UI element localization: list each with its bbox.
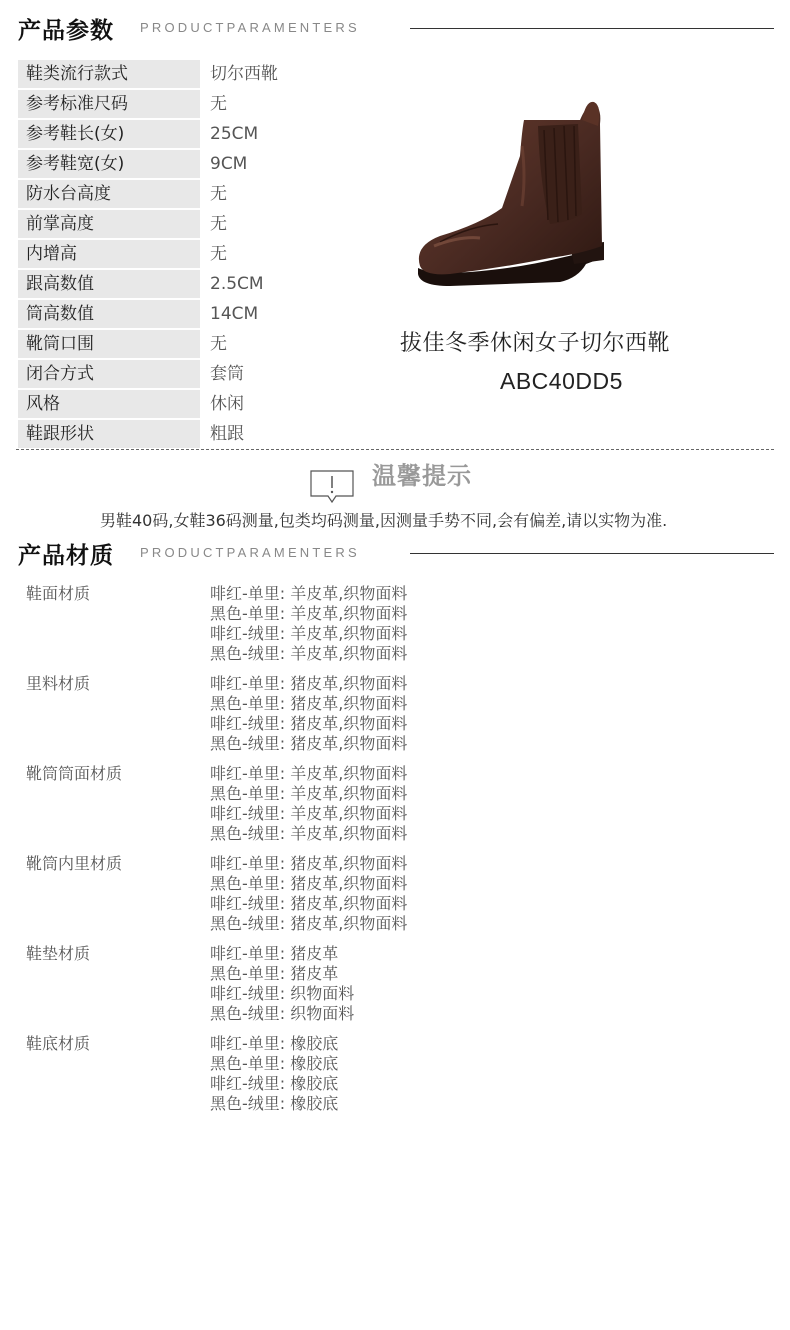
param-value: 9CM [210,154,248,174]
param-row [18,150,418,178]
material-line: 啡红-绒里: 猪皮革,织物面料 [210,894,408,913]
param-value: 无 [210,94,227,114]
material-line: 黑色-绒里: 猪皮革,织物面料 [210,914,408,933]
param-row [18,270,418,298]
param-label: 风格 [18,390,200,418]
material-line: 啡红-单里: 猪皮革,织物面料 [210,854,408,873]
material-line: 啡红-单里: 羊皮革,织物面料 [210,584,408,603]
dashed-divider [16,449,774,450]
material-label: 鞋垫材质 [26,944,91,963]
param-value: 无 [210,244,227,264]
material-line: 啡红-绒里: 猪皮革,织物面料 [210,714,408,733]
product-name: 拔佳冬季休闲女子切尔西靴 [400,331,671,356]
material-line: 啡红-单里: 猪皮革 [210,944,339,963]
param-row [18,120,418,148]
param-label: 防水台高度 [18,180,200,208]
param-label: 靴筒口围 [18,330,200,358]
material-label: 鞋底材质 [26,1034,91,1053]
param-label: 参考标准尺码 [18,90,200,118]
tip-title: 温馨提示 [372,462,472,490]
param-label: 参考鞋长(女) [18,120,200,148]
param-row [18,240,418,268]
section-divider [410,553,774,554]
param-label: 闭合方式 [18,360,200,388]
material-line: 啡红-绒里: 羊皮革,织物面料 [210,804,408,823]
param-row [18,180,418,208]
material-line: 啡红-绒里: 织物面料 [210,984,355,1003]
material-line: 黑色-单里: 猪皮革,织物面料 [210,874,408,893]
param-value: 25CM [210,124,259,144]
material-label: 里料材质 [26,674,91,693]
material-line: 黑色-单里: 橡胶底 [210,1054,339,1073]
param-row [18,60,418,88]
param-label: 前掌高度 [18,210,200,238]
param-label: 跟高数值 [18,270,200,298]
boot-image [410,96,610,296]
tip-text: 男鞋40码,女鞋36码测量,包类均码测量,因测量手势不同,会有偏差,请以实物为准. [100,511,668,530]
param-row [18,330,418,358]
material-label: 鞋面材质 [26,584,91,603]
param-value: 切尔西靴 [210,64,278,84]
param-label: 筒高数值 [18,300,200,328]
param-row [18,360,418,388]
materials-section-header [0,531,790,571]
param-row [18,390,418,418]
param-label: 鞋类流行款式 [18,60,200,88]
param-value: 套筒 [210,364,244,384]
param-label: 参考鞋宽(女) [18,150,200,178]
exclamation-icon [310,470,354,504]
param-row [18,420,418,448]
section-title: 产品材质 [18,543,114,569]
param-value: 14CM [210,304,259,324]
material-line: 啡红-绒里: 羊皮革,织物面料 [210,624,408,643]
material-line: 黑色-绒里: 织物面料 [210,1004,355,1023]
params-section-header [0,6,790,46]
section-title: 产品参数 [18,18,114,44]
material-line: 黑色-单里: 羊皮革,织物面料 [210,784,408,803]
material-label: 靴筒内里材质 [26,854,123,873]
material-line: 啡红-单里: 猪皮革,织物面料 [210,674,408,693]
material-line: 黑色-单里: 猪皮革,织物面料 [210,694,408,713]
section-divider [410,28,774,29]
material-line: 黑色-绒里: 猪皮革,织物面料 [210,734,408,753]
product-code: ABC40DD5 [500,368,623,394]
param-value: 无 [210,214,227,234]
material-line: 黑色-绒里: 羊皮革,织物面料 [210,824,408,843]
material-line: 啡红-单里: 羊皮革,织物面料 [210,764,408,783]
param-value: 无 [210,184,227,204]
param-label: 鞋跟形状 [18,420,200,448]
param-label: 内增高 [18,240,200,268]
material-line: 黑色-绒里: 橡胶底 [210,1094,339,1113]
material-line: 啡红-单里: 橡胶底 [210,1034,339,1053]
material-label: 靴筒筒面材质 [26,764,123,783]
section-subtitle: PRODUCTPARAMENTERS [140,20,360,35]
param-row [18,210,418,238]
param-value: 2.5CM [210,274,264,294]
param-value: 粗跟 [210,424,244,444]
material-line: 黑色-单里: 羊皮革,织物面料 [210,604,408,623]
section-subtitle: PRODUCTPARAMENTERS [140,545,360,560]
material-line: 啡红-绒里: 橡胶底 [210,1074,339,1093]
param-row [18,90,418,118]
param-row [18,300,418,328]
material-line: 黑色-单里: 猪皮革 [210,964,339,983]
param-value: 休闲 [210,394,244,414]
param-value: 无 [210,334,227,354]
material-line: 黑色-绒里: 羊皮革,织物面料 [210,644,408,663]
